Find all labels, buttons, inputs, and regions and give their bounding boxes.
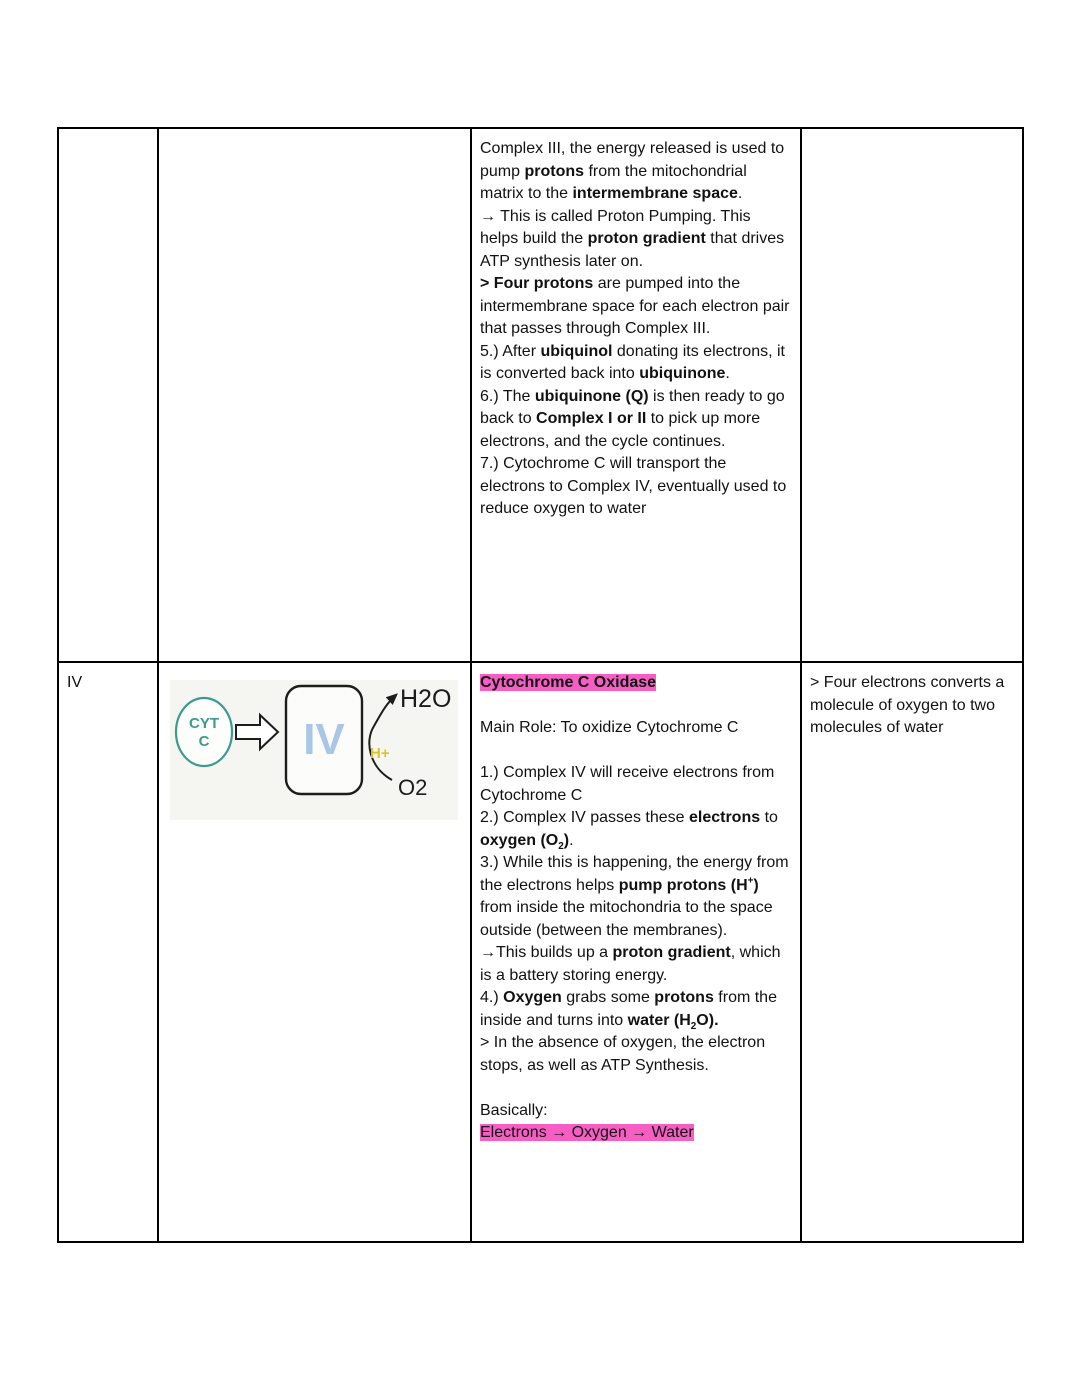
table-row-complex-iii (58, 128, 1023, 662)
notes-table (57, 127, 1024, 1243)
cell-complex-iii-label (58, 128, 158, 662)
table-row-complex-iv (58, 662, 1023, 1242)
h-plus-label: H+ (370, 745, 390, 762)
cell-complex-iii-diagram (158, 128, 471, 662)
cell-complex-iii-sidenote (801, 128, 1023, 662)
cell-complex-iv-text (471, 662, 801, 1242)
cell-complex-iv-sidenote (801, 662, 1023, 1242)
complex-iv-diagram-image[interactable] (170, 680, 458, 820)
cell-complex-iii-text (471, 128, 801, 662)
cytochrome-c-label-line2: C (198, 733, 210, 750)
complex-iii-notes: Complex III, the energy released is used to pump protons from the mitochondrial matrix to the intermembrane space. → This is called Proton Pumping. This helps build the proton gradient that drives ATP synthesis later on. > Four protons are pumped into the intermembrane space for each electron pair that passes through Complex III. 5.) After ubiquinol donating its electrons, it is converted back into ubiquinone. 6.) The ubiquinone (Q) is then ready to go back to Complex I or II to pick up more electrons, and the cycle continues. 7.) Cytochrome C will transport the electrons to Complex IV, eventually used to reduce oxygen to water (480, 140, 790, 517)
complex-iv-label: IV (67, 674, 83, 691)
complex-iv-sidenote: > Four electrons converts a molecule of oxygen to two molecules of water (810, 674, 1005, 736)
cell-complex-iv-diagram (158, 662, 471, 1242)
cell-complex-iv-label (58, 662, 158, 1242)
h2o-label: H2O (400, 685, 452, 713)
complex-iv-notes: Cytochrome C Oxidase Main Role: To oxidize Cytochrome C 1.) Complex IV will receive electrons from Cytochrome C 2.) Complex IV passes these electrons to oxygen $(O_2)$. 3.) While this is happening, the energy from the electrons helps pump protons (H+) from inside the mitochondria to the space outside (between the membranes). →This builds up a proton gradient, which is a battery storing energy. 4.) Oxygen grabs some protons from the inside and turns into water $(H_2O)$. > In the absence of oxygen, the electron stops, as well as ATP Synthesis. Basically: Electrons → Oxygen → Water (480, 674, 789, 1141)
o2-label: O2 (398, 775, 428, 800)
complex-iv-box-label: IV (303, 715, 345, 764)
cytochrome-c-label-line1: CYT (189, 715, 219, 732)
cytochrome-c-oval (176, 698, 232, 766)
